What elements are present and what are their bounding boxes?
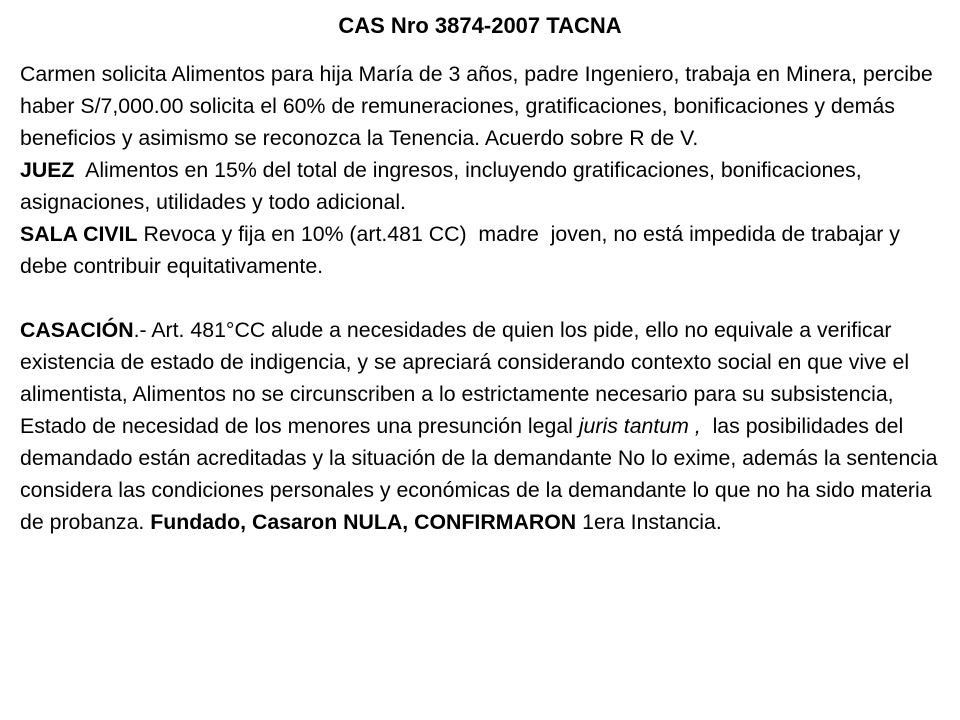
juez-paragraph <box>20 154 940 218</box>
juez-label: JUEZ <box>20 158 75 182</box>
case-title: CAS Nro 3874-2007 TACNA <box>338 13 622 38</box>
casacion-paragraph <box>20 314 944 538</box>
casacion-latin-term: juris tantum , <box>578 414 701 438</box>
case-facts-text: Carmen solicita Alimentos para hija María de 3 años, padre Ingeniero, trabaja en Minera, percibe haber S/7,000.00 solicita el 60% de remuneraciones, gratificaciones, bonificaciones y demás beneficios y asimismo se reconozca la Tenencia. Acuerdo sobre R de V. <box>20 62 933 150</box>
casacion-ruling: Fundado, Casaron NULA, CONFIRMARON <box>150 510 577 534</box>
paragraph-spacer <box>20 282 940 314</box>
case-facts-paragraph <box>20 58 940 154</box>
casacion-text-2: las posibilidades del demandado están acreditadas y la situación de la demandante No lo exime, además la sentencia considera las condiciones personales y económicas de la demandante lo que no ha sido materia de probanza. <box>20 414 944 534</box>
case-summary <box>20 58 944 538</box>
casacion-text-1: .- Art. 481°CC alude a necesidades de quien los pide, ello no equivale a verificar existencia de estado de indigencia, y se apreciará considerando contexto social en que vive el alimentista, Alimentos no se circunscriben a lo estrictamente necesario para su subsistencia, Estado de necesidad de los menores una presunción legal <box>20 318 910 438</box>
sala-civil-text: Revoca y fija en 10% (art.481 CC) madre joven, no está impedida de trabajar y debe contribuir equitativamente. <box>20 222 906 278</box>
juez-text: Alimentos en 15% del total de ingresos, incluyendo gratificaciones, bonificaciones, asignaciones, utilidades y todo adicional. <box>20 158 868 214</box>
sala-civil-label: SALA CIVIL <box>20 222 138 246</box>
casacion-text-3: 1era Instancia. <box>576 510 722 534</box>
casacion-label: CASACIÓN <box>20 318 134 342</box>
sala-civil-paragraph <box>20 218 940 282</box>
